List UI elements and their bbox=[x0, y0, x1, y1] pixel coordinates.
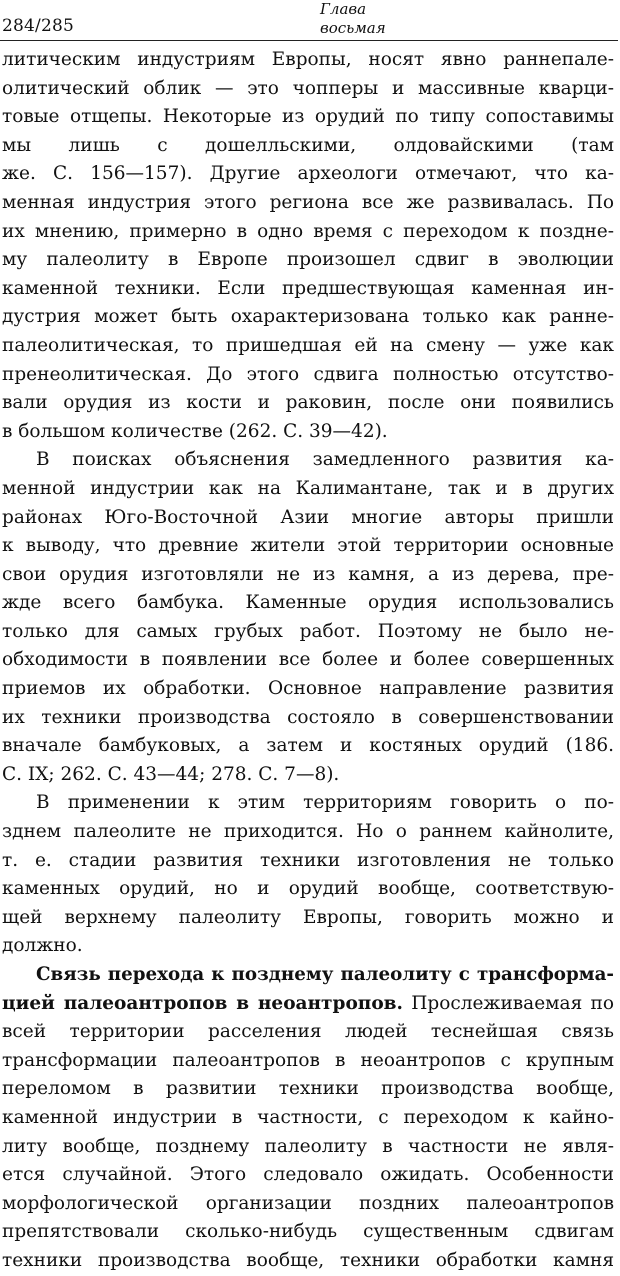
text-line-content: каменной индустрии в частности, с переходом к кайно- bbox=[2, 1106, 614, 1128]
text-line bbox=[2, 704, 614, 733]
text-line-content: литическим индустриям Европы, носят явно раннепале- bbox=[2, 49, 614, 70]
text-line bbox=[2, 1104, 614, 1133]
page-text bbox=[2, 46, 614, 1276]
text-line bbox=[2, 475, 614, 504]
text-line bbox=[2, 618, 614, 647]
text-line bbox=[2, 75, 614, 104]
text-line-content: районах Юго-Восточной Азии многие авторы пришли bbox=[2, 506, 614, 528]
text-line bbox=[2, 1075, 614, 1104]
text-line-content: В поисках объяснения замедленного развития ка- bbox=[36, 449, 614, 471]
text-line bbox=[2, 418, 614, 447]
text-line-content: му палеолиту в Европе произошел сдвиг в эволюции bbox=[2, 249, 614, 271]
text-line bbox=[2, 189, 614, 218]
text-line-content: щей верхнему палеолиту Европы, говорить можно и bbox=[2, 906, 614, 928]
text-line-content: зднем палеолите не приходится. Но о раннем кайнолите, bbox=[2, 821, 614, 843]
text-line bbox=[2, 732, 614, 761]
text-line bbox=[2, 789, 614, 818]
text-line-content: каменных орудий, но и орудий вообще, соответствую- bbox=[2, 878, 614, 900]
text-line-content: только для самых грубых работ. Поэтому не было не- bbox=[2, 620, 614, 642]
text-line bbox=[2, 361, 614, 390]
text-line-content: С. IX; 262. С. 43—44; 278. С. 7—8). bbox=[2, 763, 340, 785]
text-line bbox=[2, 675, 614, 704]
text-line-content: их техники производства состояло в совершенствовании bbox=[2, 706, 614, 728]
text-line-content: жде всего бамбука. Каменные орудия использовались bbox=[2, 592, 614, 614]
header-rule bbox=[0, 40, 618, 41]
section-heading: цией палеоантропов в неоантропов. bbox=[2, 992, 403, 1014]
text-line-content: менная индустрия этого региона все же развивалась. По bbox=[2, 191, 614, 213]
text-line-content: Прослеживаемая по bbox=[402, 992, 614, 1014]
text-line-content: товые отщепы. Некоторые из орудий по типу сопоставимы bbox=[2, 106, 614, 128]
text-line bbox=[2, 303, 614, 332]
text-line bbox=[2, 875, 614, 904]
text-line-content: трансформации палеоантропов в неоантропов с крупным bbox=[2, 1049, 614, 1071]
text-line bbox=[2, 246, 614, 275]
text-line-content: всей территории расселения людей теснейшая связь bbox=[2, 1021, 614, 1043]
text-line bbox=[2, 1018, 614, 1047]
page-number: 284/285 bbox=[2, 16, 75, 36]
text-line bbox=[2, 904, 614, 933]
text-line-content: пренеолитическая. До этого сдвига полностью отсутство- bbox=[2, 363, 614, 385]
text-line bbox=[2, 932, 614, 961]
text-line bbox=[2, 1047, 614, 1076]
text-line-content: литу вообще, позднему палеолиту в частности не явля- bbox=[2, 1135, 614, 1157]
text-line bbox=[2, 218, 614, 247]
section-heading: Связь перехода к позднему палеолиту с трансформа- bbox=[36, 964, 614, 985]
text-line-content: палеолитическая, то пришедшая ей на смену — уже как bbox=[2, 334, 614, 356]
text-line-content: приемов их обработки. Основное направление развития bbox=[2, 678, 614, 700]
text-line bbox=[2, 1218, 614, 1247]
text-line bbox=[2, 103, 614, 132]
chapter-label-line-2: восьмая bbox=[320, 19, 386, 37]
text-line bbox=[2, 1247, 614, 1276]
text-line bbox=[2, 1190, 614, 1219]
text-line-content: обходимости в появлении все более и более совершенных bbox=[2, 649, 614, 671]
running-header bbox=[0, 0, 620, 44]
text-line bbox=[2, 389, 614, 418]
text-line bbox=[2, 961, 614, 990]
text-line-content: к выводу, что древние жители этой территории основные bbox=[2, 535, 614, 557]
text-line bbox=[2, 646, 614, 675]
text-line-content: препятствовали сколько-нибудь существенным сдвигам bbox=[2, 1221, 614, 1243]
text-line bbox=[2, 561, 614, 590]
text-line bbox=[2, 332, 614, 361]
text-line bbox=[2, 504, 614, 533]
text-line-content: переломом в развитии техники производства вообще, bbox=[2, 1078, 614, 1100]
text-line-content: в большом количестве (262. С. 39—42). bbox=[2, 420, 388, 442]
text-line bbox=[2, 990, 614, 1019]
text-line-content: их мнению, примерно в одно время с переходом к поздне- bbox=[2, 220, 614, 242]
text-line bbox=[2, 46, 614, 75]
text-line bbox=[2, 532, 614, 561]
text-line bbox=[2, 589, 614, 618]
text-line-content: вали орудия из кости и раковин, после они появились bbox=[2, 392, 614, 414]
text-line-content: т. е. стадии развития техники изготовления не только bbox=[2, 849, 614, 871]
text-line-content: каменной техники. Если предшествующая каменная ин- bbox=[2, 277, 614, 299]
text-line-content: должно. bbox=[2, 935, 83, 957]
text-line-content: ется случайной. Этого следовало ожидать. Особенности bbox=[2, 1164, 614, 1186]
text-line-content: дустрия может быть охарактеризована только как ранне- bbox=[2, 306, 614, 328]
text-line bbox=[2, 132, 614, 161]
text-line-content: В применении к этим территориям говорить о по- bbox=[36, 792, 614, 814]
text-line bbox=[2, 818, 614, 847]
chapter-label-line-1: Глава bbox=[320, 0, 367, 18]
text-line-content: же. С. 156—157). Другие археологи отмечают, что ка- bbox=[2, 163, 614, 185]
text-line bbox=[2, 761, 614, 790]
text-line bbox=[2, 160, 614, 189]
text-line-content: мы лишь с дошелльскими, олдовайскими (там bbox=[2, 134, 614, 156]
text-line-content: морфологической организации поздних палеоантропов bbox=[2, 1192, 614, 1214]
text-line bbox=[2, 446, 614, 475]
text-line-content: менной индустрии как на Калимантане, так и в других bbox=[2, 477, 614, 499]
chapter-label bbox=[320, 0, 386, 38]
text-line bbox=[2, 847, 614, 876]
text-line bbox=[2, 1133, 614, 1162]
text-line-content: вначале бамбуковых, а затем и костяных орудий (186. bbox=[2, 735, 614, 757]
text-line-content: свои орудия изготовляли не из камня, а из дерева, пре- bbox=[2, 563, 614, 585]
text-line-content: техники производства вообще, техники обработки камня bbox=[2, 1249, 614, 1271]
text-line bbox=[2, 1161, 614, 1190]
text-line-content: олитический облик — это чопперы и массивные кварци- bbox=[2, 77, 614, 99]
text-line bbox=[2, 275, 614, 304]
